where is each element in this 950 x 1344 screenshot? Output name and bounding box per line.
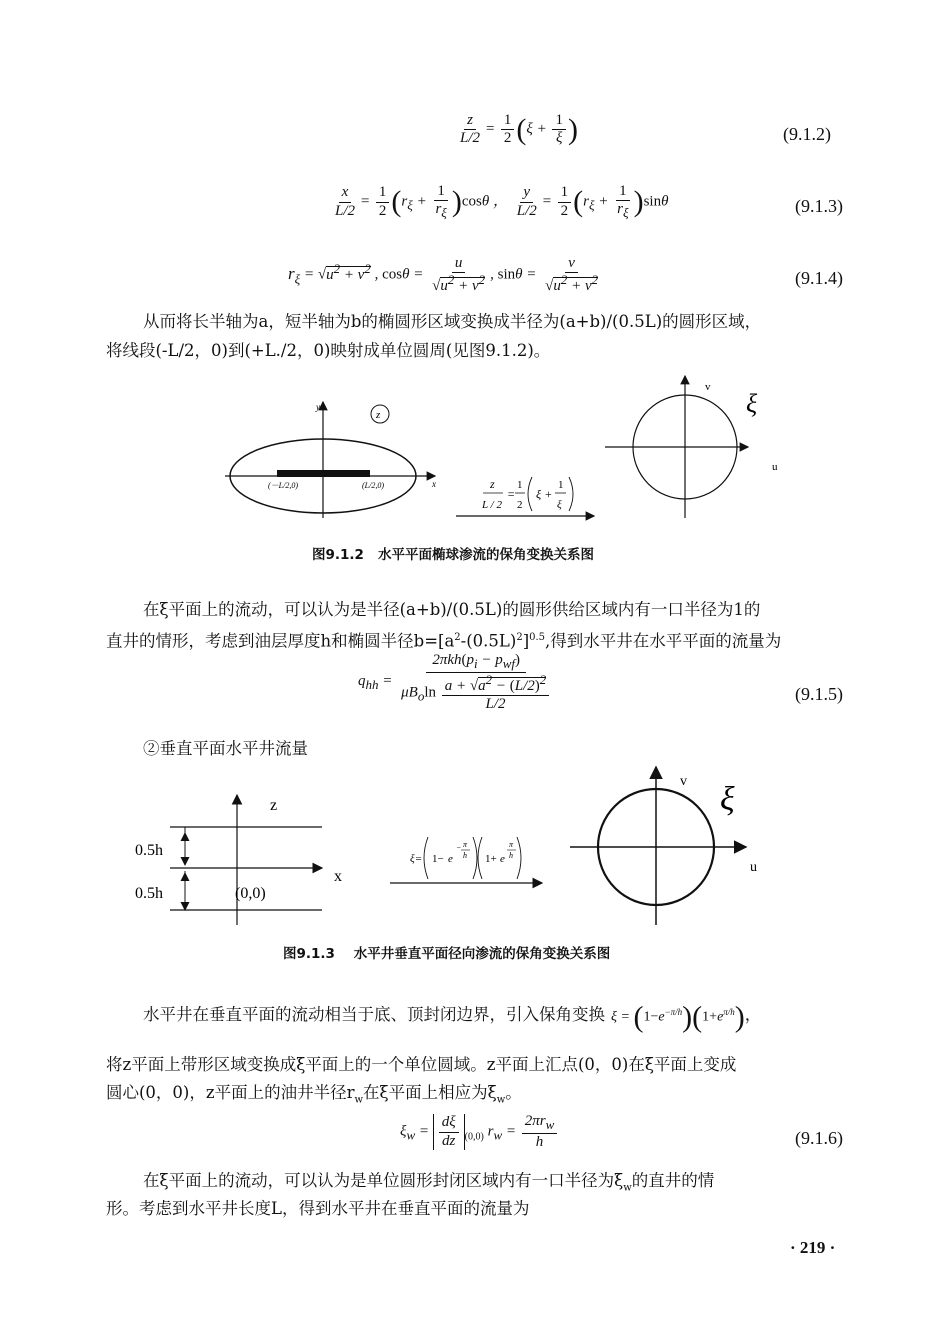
equation-number: (9.1.2) — [783, 124, 831, 144]
page-number: · 219 · — [790, 1238, 836, 1257]
svg-text:z: z — [490, 477, 495, 491]
paragraph-line: 直井的情形，考虑到油层厚度h和椭圆半径$b=[a^2-(0.5L)^2]^{0.5}$,得到水平井在水平平面的流量为 — [106, 631, 782, 651]
svg-text:=: = — [507, 487, 516, 501]
right-point-label: (L/2,0) — [362, 481, 384, 490]
svg-text:1+: 1+ — [485, 853, 497, 865]
svg-text:+: + — [545, 487, 552, 501]
svg-text:ξ: ξ — [557, 499, 562, 511]
v-axis-label: v — [680, 774, 687, 789]
equation-9-1-4: $r_\xi = √u^2 + v^2$ , cosθ = $\frac{u}{√u^2 + v^2}$ , sinθ = $\frac{v}{√u^2 + v^2}$ — [288, 255, 599, 295]
svg-text:h: h — [509, 851, 513, 860]
paragraph-line: 圆心(0，0)，z平面上的油井半径$r_w$在ξ平面上相应为$\xi_w$。 — [106, 1083, 522, 1106]
paragraph-line: 将z平面上带形区域变换成ξ平面上的一个单位圆域。z平面上汇点(0，0)在ξ平面上变成 — [106, 1055, 737, 1074]
paragraph-line: 水平井在垂直平面的流动相当于底、顶封闭边界，引入保角变换 $\xi = (1-e^{-\pi/h})(1+e^{\pi/h})$ ， — [143, 998, 761, 1032]
mapping-formula — [481, 477, 573, 511]
z-axis-label: z — [270, 797, 278, 814]
xi-plane-label: ξ — [746, 389, 758, 418]
svg-text:ξ=: ξ= — [410, 853, 423, 865]
z-plane-label: z — [376, 409, 381, 421]
paragraph-line: 在ξ平面上的流动，可以认为是半径(a+b)/(0.5L)的圆形供给区域内有一口半径为1的 — [143, 600, 761, 619]
mapping-formula — [410, 837, 521, 879]
origin-label: (0,0) — [235, 885, 266, 902]
x-axis-label: x — [432, 479, 436, 489]
equation-9-1-2: $\frac{z}{L/2}$ = $\frac{1}{2}$ (ξ + $\frac{1}{\xi}$ ) — [460, 112, 578, 147]
svg-text:ξ: ξ — [536, 487, 542, 501]
u-axis-label: u — [750, 860, 757, 875]
figure-9-1-2 — [220, 370, 780, 530]
equation-9-1-5: $q_{hh}$ = $2\pi kh(p_i - p_{wf})$ $\mu B_o\ln$ $\frac{a + √a^2 - (L/2)^2}{L/2}$ — [358, 652, 556, 713]
equation-9-1-6: $\xi_w$ = $\frac{d\xi}{dz}$ $_{(0,0)}$ $r_w$ = $\frac{2\pi r_w}{h}$ — [400, 1113, 559, 1151]
figure-caption: 图9.1.3 水平井垂直平面径向渗流的保角变换关系图 — [283, 946, 611, 962]
svg-text:2: 2 — [517, 499, 523, 511]
paragraph-line: 在ξ平面上的流动，可以认为是单位圆形封闭区域内有一口半径为$\xi_w$的直井的情 — [143, 1171, 715, 1194]
equation-number: (9.1.3) — [795, 196, 843, 216]
figure-caption: 图9.1.2 水平平面椭球渗流的保角变换关系图 — [312, 547, 595, 563]
svg-text:1: 1 — [558, 479, 564, 491]
equation-9-1-3: $\frac{x}{L/2}$ = $\frac{1}{2}$ ($r_\xi$ + $\frac{1}{r_\xi}$ )cosθ ， $\frac{y}{L/2}$ = $\frac{1}{2}$ ($r_\xi$ + $\frac{1}{r_\xi}$ )sinθ — [335, 183, 669, 221]
paragraph-line: 将线段(-L/2，0)到(+L./2，0)映射成单位圆周(见图9.1.2)。 — [106, 341, 551, 360]
svg-text:h: h — [463, 851, 467, 860]
section-heading: ②垂直平面水平井流量 — [143, 739, 308, 758]
figure-9-1-3 — [130, 765, 770, 935]
paragraph-line: 形。考虑到水平井长度L，得到水平井在垂直平面的流量为 — [106, 1199, 530, 1218]
xi-plane-label: ξ — [720, 781, 735, 818]
equation-number: (9.1.6) — [795, 1128, 843, 1148]
u-axis-label: u — [772, 461, 778, 473]
well-segment — [277, 470, 370, 477]
svg-text:L / 2: L / 2 — [482, 499, 502, 511]
svg-text:π: π — [509, 840, 514, 849]
svg-text:e: e — [500, 853, 505, 865]
svg-text:−: − — [456, 843, 462, 852]
v-axis-label: v — [705, 381, 711, 393]
half-height-bottom: 0.5h — [135, 885, 163, 902]
x-axis-label: x — [334, 868, 342, 885]
svg-text:π: π — [463, 840, 468, 849]
svg-text:1−: 1− — [432, 853, 444, 865]
paragraph-line: 从而将长半轴为a，短半轴为b的椭圆形区域变换成半径为(a+b)/(0.5L)的圆形区域， — [143, 312, 762, 331]
equation-number: (9.1.5) — [795, 684, 843, 704]
svg-text:1: 1 — [517, 479, 523, 491]
y-axis-label: y — [316, 402, 320, 412]
svg-text:e: e — [448, 853, 453, 865]
half-height-top: 0.5h — [135, 842, 163, 859]
conformal-transform: $\xi = (1-e^{-\pi/h})(1+e^{\pi/h})$ — [611, 1000, 745, 1034]
equation-number: (9.1.4) — [795, 268, 843, 288]
left-point-label: (－L/2,0) — [268, 481, 298, 490]
